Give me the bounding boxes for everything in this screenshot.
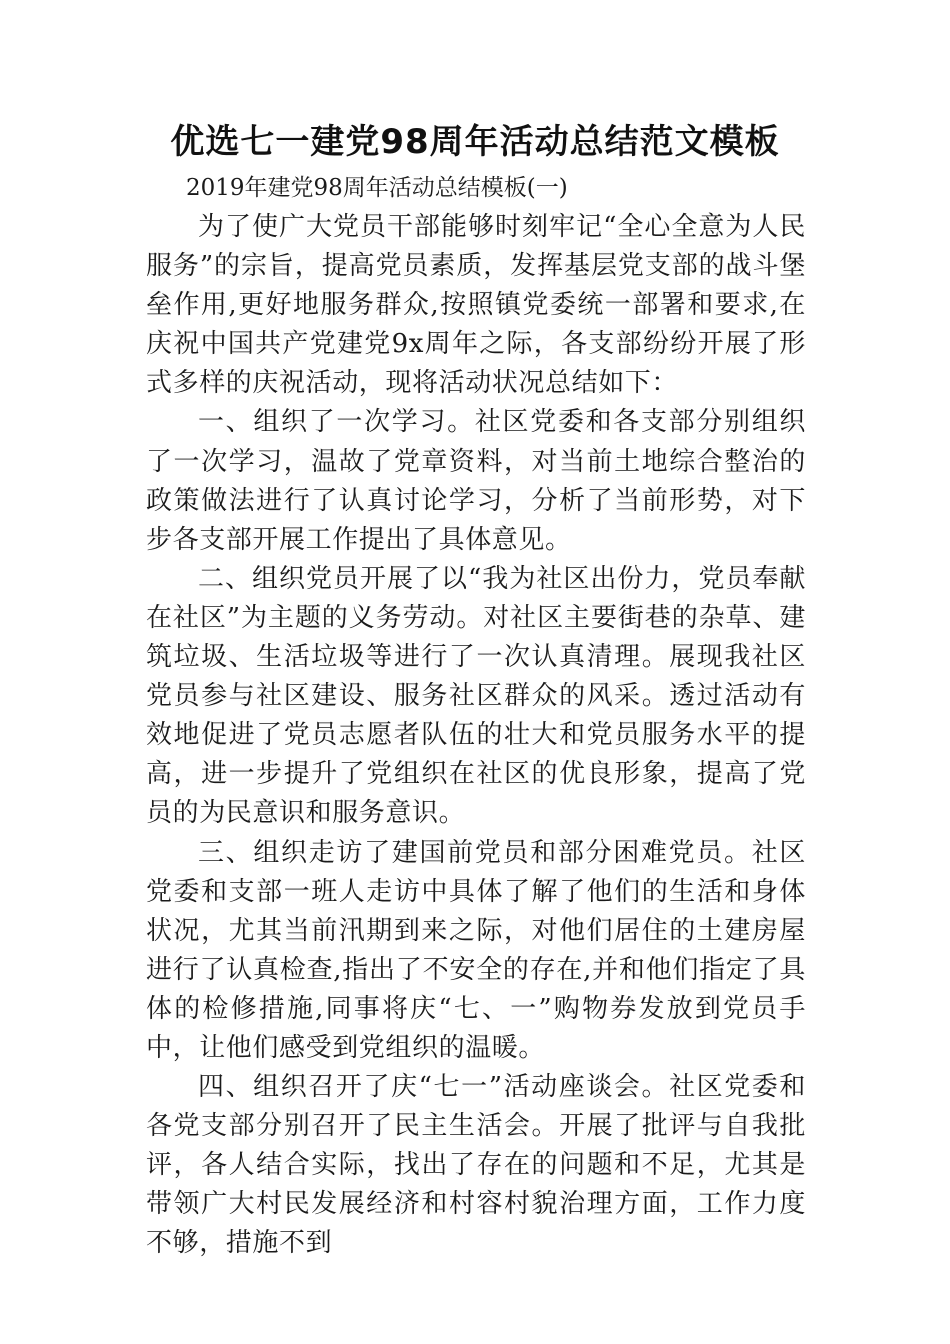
document-title: 优选七一建党98周年活动总结范文模板 xyxy=(170,122,780,162)
document-subtitle: 2019年建党98周年活动总结模板(一) xyxy=(186,175,568,201)
paragraph-item-3: 三、组织走访了建国前党员和部分困难党员。社区党委和支部一班人走访中具体了解了他们的生活和身体状况，尤其当前汛期到来之际，对他们居住的土建房屋进行了认真检查,指出了不安全的存在,并和他们指定了具体的检修措施,同事将庆“七、一”购物券发放到党员手中，让他们感受到党组织的温暖。 xyxy=(146,837,806,1063)
paragraph-intro: 为了使广大党员干部能够时刻牢记“全心全意为人民服务”的宗旨，提高党员素质，发挥基层党支部的战斗堡垒作用,更好地服务群众,按照镇党委统一部署和要求,在庆祝中国共产党建党9x周年之际，各支部纷纷开展了形式多样的庆祝活动，现将活动状况总结如下： xyxy=(146,212,806,399)
paragraph-item-1: 一、组织了一次学习。社区党委和各支部分别组织了一次学习，温故了党章资料，对当前土地综合整治的政策做法进行了认真讨论学习，分析了当前形势，对下步各支部开展工作提出了具体意见。 xyxy=(146,407,806,555)
paragraph-item-2: 二、组织党员开展了以“我为社区出份力，党员奉献在社区”为主题的义务劳动。对社区主要街巷的杂草、建筑垃圾、生活垃圾等进行了一次认真清理。展现我社区党员参与社区建设、服务社区群众的风采。透过活动有效地促进了党员志愿者队伍的壮大和党员服务水平的提高，进一步提升了党组织在社区的优良形象，提高了党员的为民意识和服务意识。 xyxy=(146,563,806,829)
paragraph-item-4: 四、组织召开了庆“七一”活动座谈会。社区党委和各党支部分别召开了民主生活会。开展了批评与自我批评，各人结合实际，找出了存在的问题和不足，尤其是带领广大村民发展经济和村容村貌治理方面，工作力度不够，措施不到 xyxy=(146,1072,806,1259)
document-body xyxy=(146,208,806,1264)
